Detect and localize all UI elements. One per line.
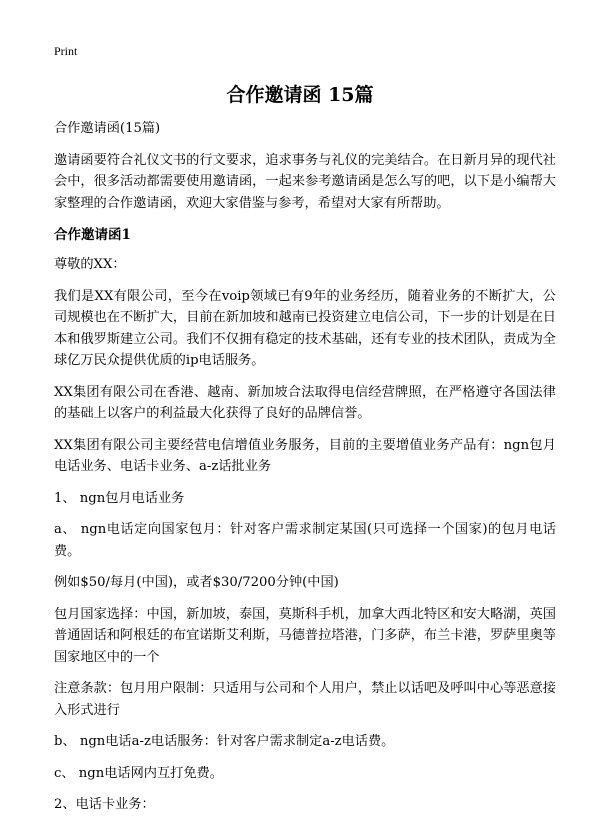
list-item: 2、电话卡业务： (54, 797, 155, 812)
list-item: b、 ngn电话a-z电话服务：针对客户需求制定a-z电话费。 (54, 734, 395, 749)
list-item: a、 ngn电话定向国家包月：针对客户需求制定某国(只可选择一个国家)的包月电话费。 (54, 522, 556, 559)
document-body (54, 118, 556, 826)
intro-paragraph: 邀请函要符合礼仪文书的行文要求，追求事务与礼仪的完美结合。在日新月异的现代社会中，很多活动都需要使用邀请函，一起来参考邀请函是怎么写的吧，以下是小编帮大家整理的合作邀请函，欢迎大家借鉴与参考，希望对大家有所帮助。 (54, 152, 556, 211)
print-link[interactable]: Print (54, 44, 78, 58)
list-item: 1、 ngn包月电话业务 (54, 490, 185, 506)
list-item: c、 ngn电话网内互打免费。 (54, 765, 223, 781)
body-paragraph: XX集团有限公司在香港、越南、新加坡合法取得电信经营牌照，在严格遵守各国法律的基础上以客户的利益最大化获得了良好的品牌信誉。 (54, 384, 556, 421)
body-paragraph: XX集团有限公司主要经营电信增值业务服务，目前的主要增值业务产品有：ngn包月电话业务、电话卡业务、a-z话批业务 (54, 437, 556, 474)
greeting: 尊敬的XX： (54, 257, 126, 272)
body-paragraph: 包月国家选择：中国，新加坡，泰国，莫斯科手机，加拿大西北特区和安大略湖，英国普通固话和阿根廷的布宜诺斯艾利斯，马德普拉塔港，门多萨，布兰卡港，罗萨里奥等国家地区中的一个 (54, 606, 556, 665)
section-heading: 合作邀请函1 (54, 227, 131, 243)
body-paragraph: 注意条款：包月用户限制：只适用与公司和个人用户，禁止以话吧及呼叫中心等恶意接入形式进行 (54, 681, 556, 718)
document-title: 合作邀请函 15篇 (226, 84, 374, 106)
document-subtitle: 合作邀请函(15篇) (54, 121, 161, 136)
body-paragraph: 我们是XX有限公司，至今在voip领域已有9年的业务经历，随着业务的不断扩大，公司规模也在不断扩大，目前在新加坡和越南已投资建立电信公司，下一步的计划是在日本和俄罗斯建立公司。我们不仅拥有稳定的技术基础，还有专业的技术团队，责成为全球亿万民众提供优质的ip电话服务。 (54, 288, 556, 368)
body-paragraph: 例如$50/每月(中国)，或者$30/7200分钟(中国) (54, 575, 339, 590)
